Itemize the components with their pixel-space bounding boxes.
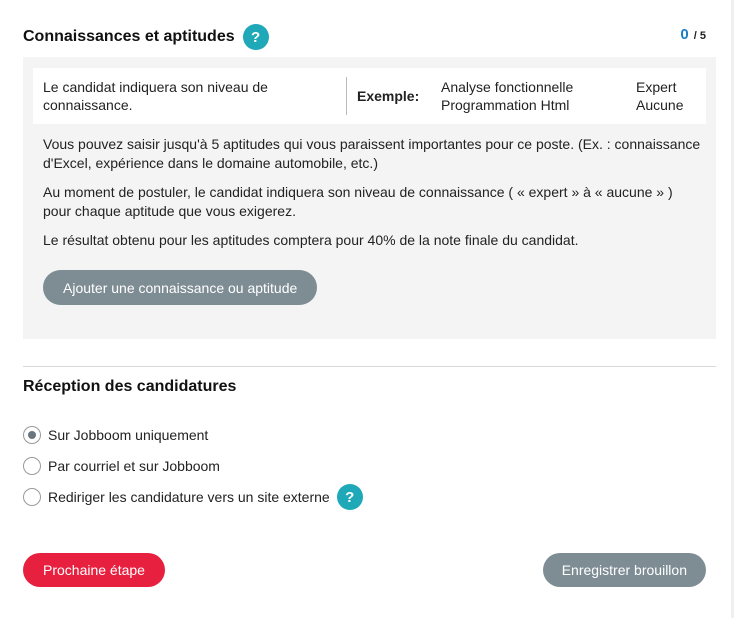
radio-button[interactable]: [23, 457, 41, 475]
radio-label: Sur Jobboom uniquement: [48, 427, 209, 443]
question-mark-icon[interactable]: ?: [243, 24, 269, 50]
radio-button[interactable]: [23, 488, 41, 506]
radio-option-external-site[interactable]: [23, 486, 363, 508]
save-draft-button[interactable]: Enregistrer brouillon: [543, 553, 706, 587]
example-level-item: Aucune: [636, 97, 684, 113]
skills-info-panel: [23, 57, 716, 339]
next-step-button[interactable]: Prochaine étape: [23, 553, 165, 587]
radio-label: Rediriger les candidature vers un site externe: [48, 489, 330, 505]
skills-max: / 5: [693, 30, 706, 42]
reception-section-title: Réception des candidatures: [23, 378, 237, 395]
skills-counter: [680, 26, 706, 43]
example-skill-item: Programmation Html: [441, 97, 570, 113]
section-divider: [23, 366, 716, 367]
example-divider: [346, 77, 347, 115]
info-paragraph: Le résultat obtenu pour les aptitudes comptera pour 40% de la note finale du candidat.: [43, 232, 579, 248]
example-box: [33, 68, 706, 124]
example-skill-item: Analyse fonctionnelle: [441, 79, 574, 95]
example-description: Le candidat indiquera son niveau de connaissance.: [43, 79, 268, 113]
example-level-item: Expert: [636, 79, 677, 95]
skills-count: 0: [680, 26, 689, 43]
radio-option-email-and-jobboom[interactable]: [23, 455, 220, 477]
question-mark-icon[interactable]: ?: [337, 484, 363, 510]
info-paragraph: Au moment de postuler, le candidat indiquera son niveau de connaissance ( « expert » à « aucune » ) pour chaque aptitude que vous exigerez.: [43, 184, 673, 219]
skills-header: [23, 24, 708, 50]
add-skill-button[interactable]: Ajouter une connaissance ou aptitude: [43, 270, 317, 305]
radio-option-jobboom-only[interactable]: [23, 424, 208, 446]
example-label: Exemple:: [357, 88, 420, 104]
radio-button[interactable]: [23, 426, 41, 444]
example-skills: [441, 78, 573, 114]
skills-section-title: Connaissances et aptitudes: [23, 28, 235, 45]
info-paragraph: Vous pouvez saisir jusqu'à 5 aptitudes qui vous paraissent importantes pour ce poste. (Ex. : connaissance d'Excel, expérience dans le domaine automobile, etc.): [43, 136, 701, 171]
example-levels: [636, 78, 683, 114]
radio-label: Par courriel et sur Jobboom: [48, 458, 220, 474]
